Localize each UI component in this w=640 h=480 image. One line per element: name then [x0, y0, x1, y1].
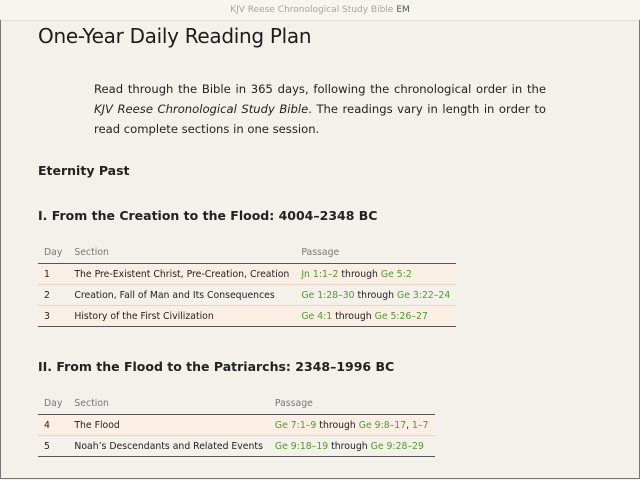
passage-link[interactable]: Ge 9:8–17 [358, 419, 407, 431]
passage-link[interactable]: Ge 5:26–27 [374, 310, 428, 322]
row-day: 3 [44, 310, 50, 322]
row-section: The Flood [74, 419, 120, 431]
row-passage [295, 306, 456, 327]
passage-link[interactable]: Jn 1:1–2 [301, 268, 339, 280]
col-section: Section [74, 246, 109, 258]
table-row [38, 264, 456, 285]
table-row [38, 415, 435, 436]
col-passage: Passage [274, 397, 313, 409]
row-passage [269, 436, 435, 457]
translation-badge[interactable]: EM [396, 5, 410, 15]
row-section: Noah’s Descendants and Related Events [74, 440, 263, 452]
intro-book-title: KJV Reese Chronological Study Bible [94, 102, 309, 116]
row-section: History of the First Civilization [74, 310, 214, 322]
passage-link[interactable]: Ge 4:1 [301, 310, 333, 322]
through-text: through [335, 310, 372, 322]
row-passage [269, 415, 435, 436]
table-row [38, 306, 456, 327]
intro-paragraph [94, 79, 546, 139]
passage-link[interactable]: 1–7 [412, 419, 429, 431]
row-day: 5 [44, 440, 50, 452]
passage-link[interactable]: Ge 7:1–9 [274, 419, 317, 431]
through-text: through [357, 289, 395, 301]
col-passage: Passage [301, 246, 340, 258]
table-row [38, 436, 435, 457]
row-section: The Pre-Existent Christ, Pre-Creation, Creation [74, 268, 290, 280]
passage-link[interactable]: Ge 9:28–29 [370, 440, 424, 452]
book-title: KJV Reese Chronological Study Bible [230, 5, 394, 15]
row-passage [295, 285, 456, 306]
col-section: Section [74, 397, 109, 409]
row-day: 1 [44, 268, 50, 280]
reading-table-2 [38, 392, 435, 457]
separator-text: , [406, 419, 413, 431]
table-header [38, 392, 435, 415]
passage-link[interactable]: Ge 1:28–30 [301, 289, 355, 301]
through-text: through [331, 440, 368, 452]
row-passage [295, 264, 456, 285]
reading-table-1 [38, 241, 456, 327]
intro-text-1: Read through the Bible in 365 days, following the chronological order in the [94, 82, 546, 96]
passage-link[interactable]: Ge 5:2 [380, 268, 412, 280]
page-title: One-Year Daily Reading Plan [38, 24, 312, 48]
through-text: through [341, 268, 378, 280]
table-row [38, 285, 456, 306]
through-text: through [319, 419, 356, 431]
passage-link[interactable]: Ge 3:22–24 [397, 289, 451, 301]
intro-text-2: . The readings vary in length in order to read complete sections in one session. [94, 102, 546, 136]
passage-link[interactable]: Ge 9:18–19 [274, 440, 329, 452]
era-heading: Eternity Past [38, 163, 130, 178]
col-day: Day [44, 397, 63, 409]
section-title-1: I. From the Creation to the Flood: 4004–2348 BC [38, 208, 378, 223]
table-header [38, 241, 456, 264]
section-title-2: II. From the Flood to the Patriarchs: 2348–1996 BC [38, 359, 395, 374]
col-day: Day [44, 246, 63, 258]
row-day: 4 [44, 419, 50, 431]
row-section: Creation, Fall of Man and Its Consequences [74, 289, 275, 301]
row-day: 2 [44, 289, 50, 301]
top-bar [0, 0, 640, 21]
